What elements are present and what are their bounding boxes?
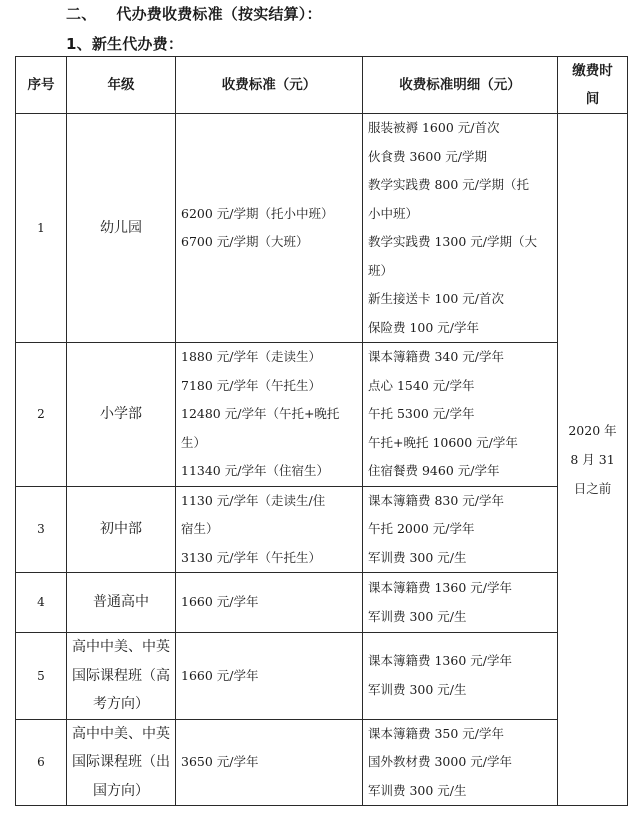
row-detail: 课本簿籍费 1360 元/学年 军训费 300 元/生 <box>363 573 558 633</box>
header-standard: 收费标准（元） <box>176 57 363 114</box>
payment-deadline: 2020 年 8 月 31 日之前 <box>558 114 628 806</box>
section-number: 二、 <box>66 5 97 23</box>
section-heading <box>66 3 322 24</box>
row-standard: 1880 元/学年（走读生） 7180 元/学年（午托生） 12480 元/学年（午托+晚托 生） 11340 元/学年（住宿生） <box>176 343 363 487</box>
row-grade: 幼儿园 <box>67 114 176 343</box>
row-grade: 小学部 <box>67 343 176 487</box>
row-standard: 1660 元/学年 <box>176 573 363 633</box>
row-grade: 高中中美、中英 国际课程班（高 考方向） <box>67 633 176 720</box>
row-detail: 服装被褥 1600 元/首次 伙食费 3600 元/学期 教学实践费 800 元/学期（托 小中班） 教学实践费 1300 元/学期（大 班） 新生接送卡 100 元/首次 保险费 100 元/学年 <box>363 114 558 343</box>
row-standard: 6200 元/学期（托小中班） 6700 元/学期（大班） <box>176 114 363 343</box>
section-title: 代办费收费标准（按实结算）： <box>116 5 322 23</box>
table-row <box>16 719 628 806</box>
row-standard: 3650 元/学年 <box>176 719 363 806</box>
table-row <box>16 633 628 720</box>
header-index: 序号 <box>16 57 67 114</box>
row-index: 2 <box>16 343 67 487</box>
table-row <box>16 486 628 573</box>
header-grade: 年级 <box>67 57 176 114</box>
header-detail: 收费标准明细（元） <box>363 57 558 114</box>
header-payment-time: 缴费时 间 <box>558 57 628 114</box>
table-row <box>16 573 628 633</box>
row-index: 6 <box>16 719 67 806</box>
row-index: 3 <box>16 486 67 573</box>
row-detail: 课本簿籍费 340 元/学年 点心 1540 元/学年 午托 5300 元/学年 午托+晚托 10600 元/学年 住宿餐费 9460 元/学年 <box>363 343 558 487</box>
fee-table <box>15 56 628 806</box>
table-header-row <box>16 57 628 114</box>
row-detail: 课本簿籍费 830 元/学年 午托 2000 元/学年 军训费 300 元/生 <box>363 486 558 573</box>
row-grade: 普通高中 <box>67 573 176 633</box>
row-standard: 1130 元/学年（走读生/住 宿生） 3130 元/学年（午托生） <box>176 486 363 573</box>
row-grade: 初中部 <box>67 486 176 573</box>
row-index: 1 <box>16 114 67 343</box>
row-index: 5 <box>16 633 67 720</box>
table-row <box>16 114 628 343</box>
row-detail: 课本簿籍费 350 元/学年 国外教材费 3000 元/学年 军训费 300 元/生 <box>363 719 558 806</box>
row-grade: 高中中美、中英 国际课程班（出 国方向） <box>67 719 176 806</box>
subsection-heading: 1、新生代办费： <box>66 35 184 53</box>
table-row <box>16 343 628 487</box>
row-standard: 1660 元/学年 <box>176 633 363 720</box>
row-index: 4 <box>16 573 67 633</box>
row-detail: 课本簿籍费 1360 元/学年 军训费 300 元/生 <box>363 633 558 720</box>
